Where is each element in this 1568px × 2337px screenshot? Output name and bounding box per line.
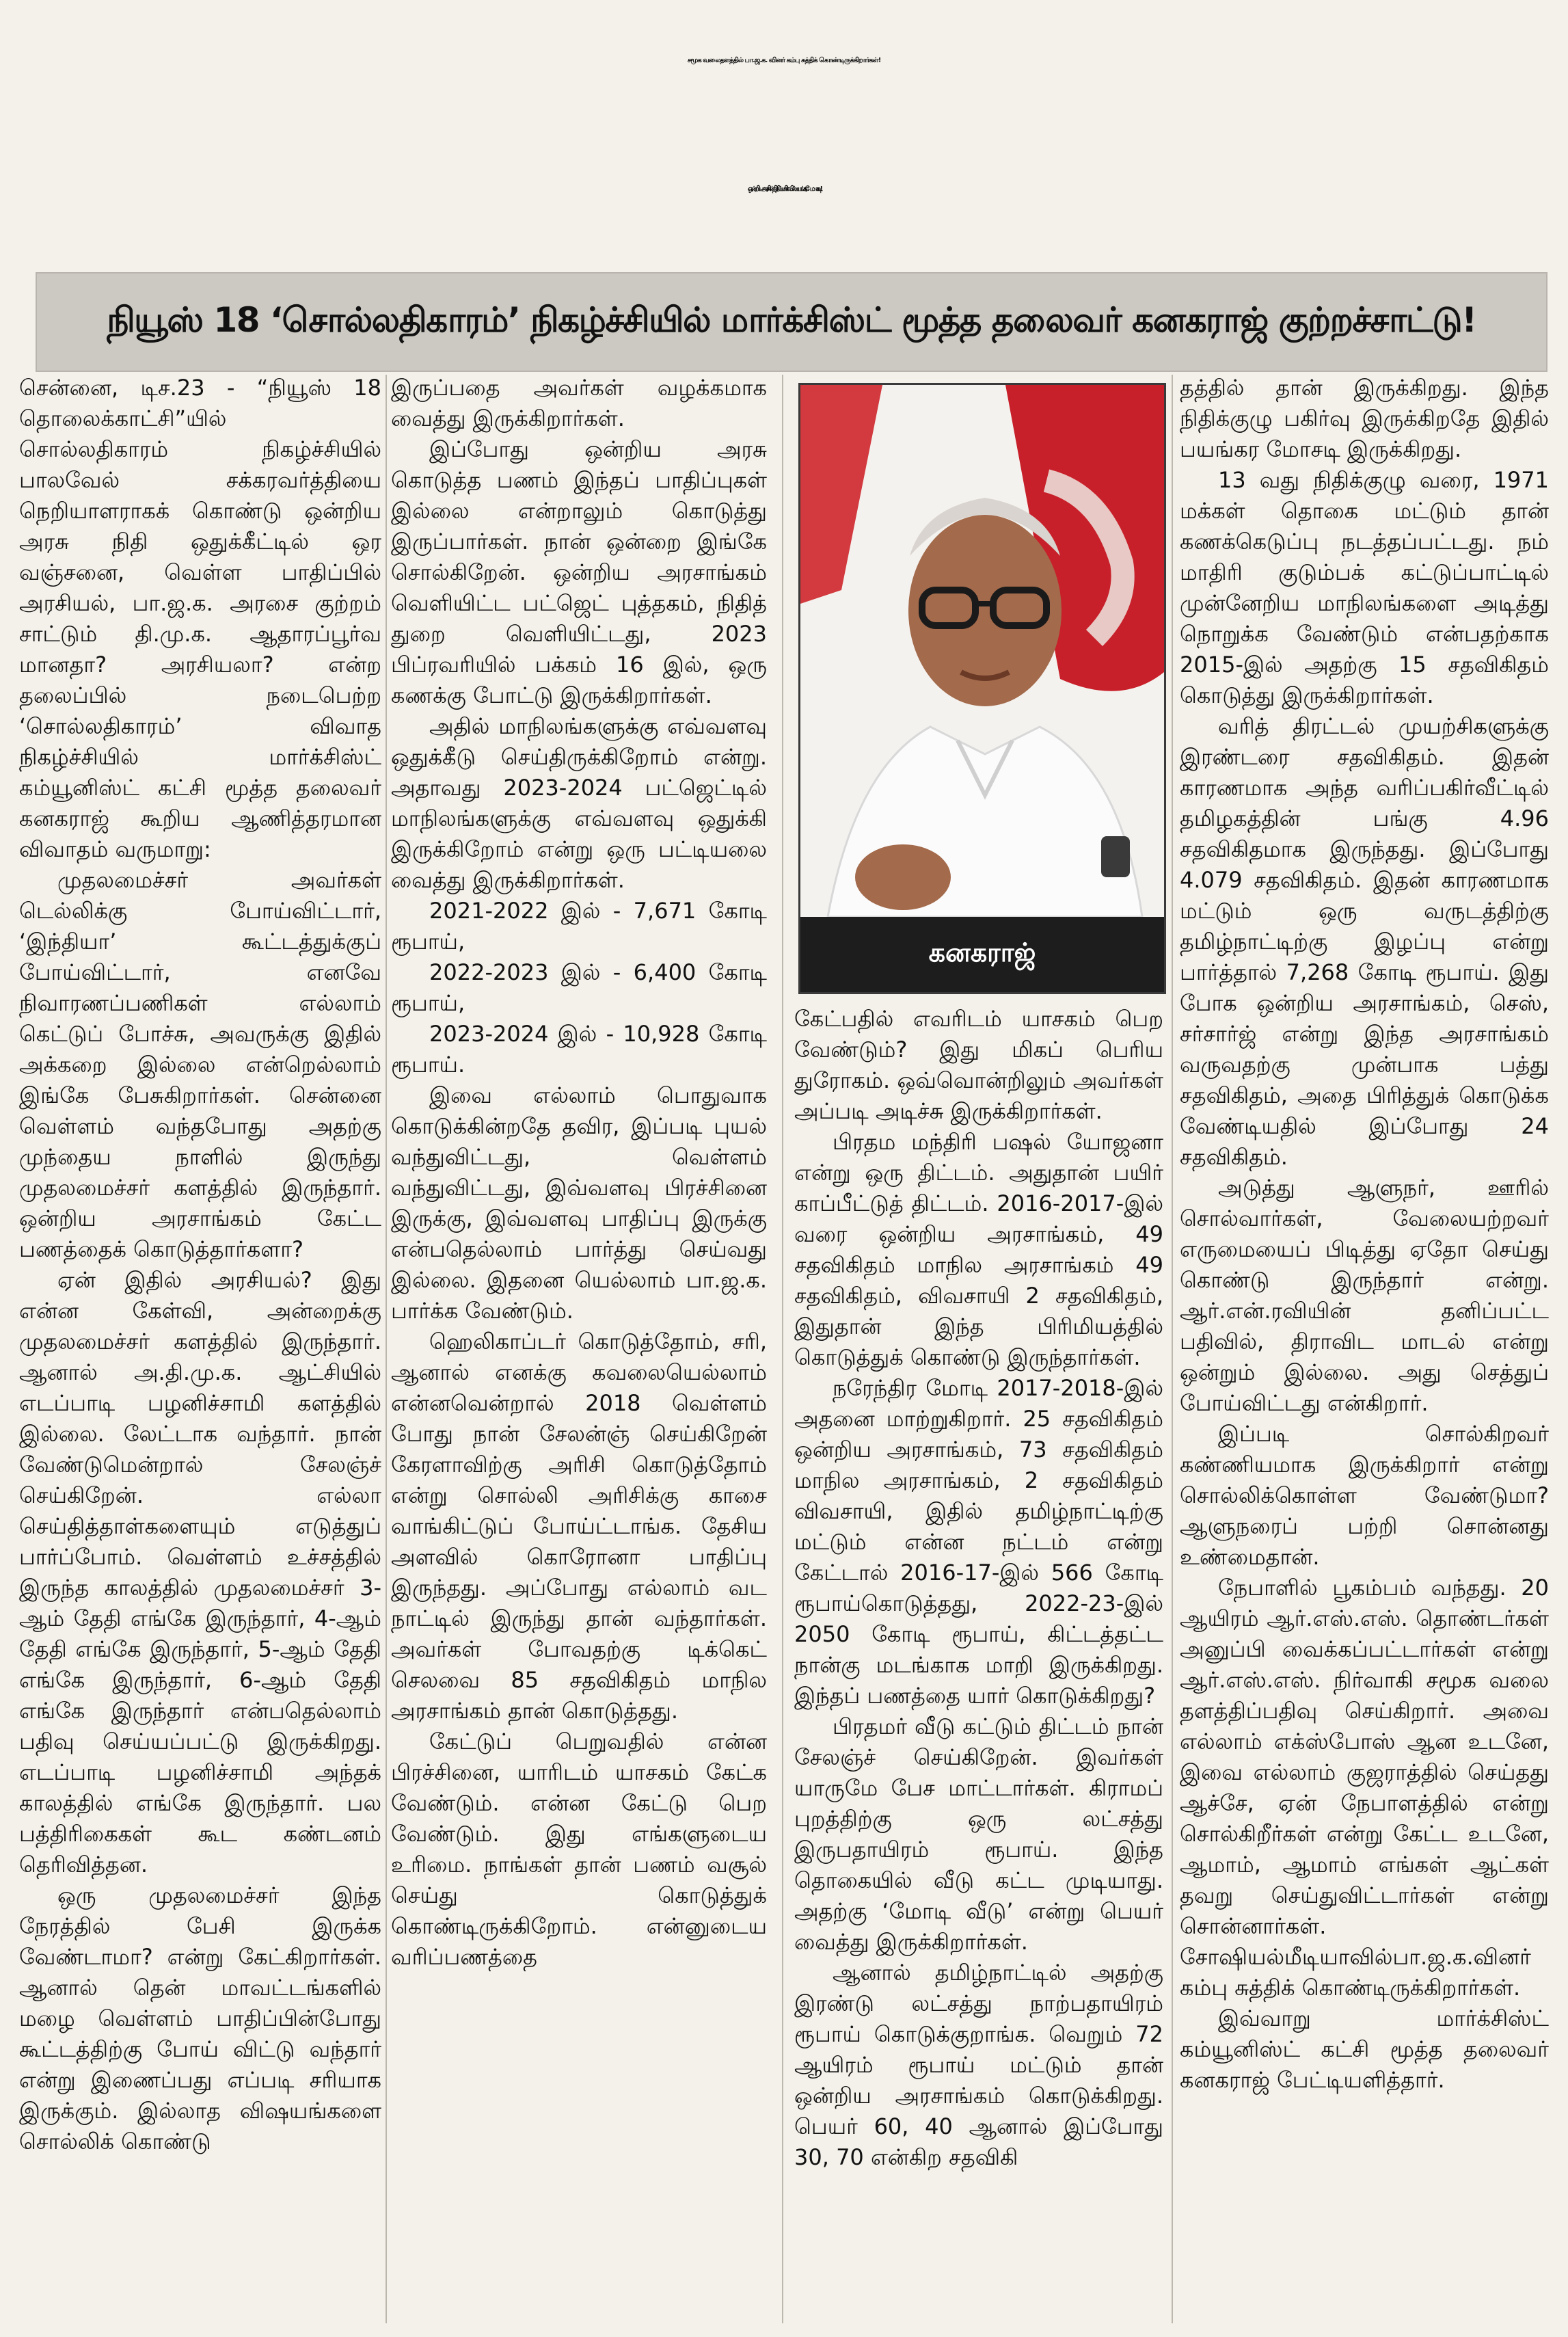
paragraph: இப்போது ஒன்றிய அரசு கொடுத்த பணம் இந்தப் பாதிப்புகள் இல்லை என்றாலும் கொடுத்து இருப்பார்கள். நான் ஒன்றை இங்கே சொல்கிறேன். ஒன்றிய அரசாங்கம் வெளியிட்ட பட்ஜெட் புத்தகம், நிதித் துறை வெளியிட்டது, 2023 பிப்ரவரியில் பக்கம் 16 இல், ஒரு கணக்கு போட்டு இருக்கிறார்கள். xyxy=(391,436,767,708)
paragraph: ஏன் இதில் அரசியல்? இது என்ன கேள்வி, அன்றைக்கு முதலமைச்சர் களத்தில் இருந்தார். ஆனால் அ.தி.மு.க. ஆட்சியில் எடப்பாடி பழனிச்சாமி களத்தில் இல்லை. லேட்டாக வந்தார். நான் வேண்டுமென்றால் சேலஞ்ச் செய்கிறேன். எல்லா செய்தித்தாள்களையும் எடுத்துப் பார்ப்போம். வெள்ளம் உச்சத்தில் இருந்த காலத்தில் முதலமைச்சர் 3-ஆம் தேதி எங்கே இருந்தார், 4-ஆம் தேதி எங்கே இருந்தார், 5-ஆம் தேதி எங்கே இருந்தார், 6-ஆம் தேதி எங்கே இருந்தார் என்பதெல்லாம் பதிவு செய்யப்பட்டு இருக்கிறது. எடப்பாடி பழனிச்சாமி அந்தக் காலத்தில் எங்கே இருந்தார். பல பத்திரிகைகள் கூட கண்டனம் தெரிவித்தன. xyxy=(19,1267,381,1878)
article-column-2 xyxy=(391,373,767,2328)
paragraph: 2023-2024 இல் - 10,928 கோடி ரூபாய். xyxy=(391,1021,767,1078)
paragraph: 2022-2023 இல் - 6,400 கோடி ரூபாய், xyxy=(391,959,767,1016)
portrait-illustration xyxy=(800,385,1164,992)
paragraph: சென்னை, டிச.23 - “நியூஸ் 18 தொலைக்காட்சி”யில் சொல்லதிகாரம் நிகழ்ச்சியில் பாலவேல் சக்கரவர்த்தியை நெறியாளராகக் கொண்டு ஒன்றிய அரசு நிதி ஒதுக்கீட்டில் ஒர வஞ்சனை, வெள்ள பாதிப்பில் அரசியல், பா.ஜ.க. அரசை குற்றம் சாட்டும் தி.மு.க. ஆதாரப்பூர்வ மானதா? அரசியலா? என்ற தலைப்பில் நடைபெற்ற ‘சொல்லதிகாரம்’ விவாத நிகழ்ச்சியில் மார்க்சிஸ்ட் கம்யூனிஸ்ட் கட்சி மூத்த தலைவர் கனகராஜ் கூறிய ஆணித்தரமான விவாதம் வருமாறு: xyxy=(19,375,381,862)
main-headline: ஒன்றிய அரசின் நிதிப்பகிர்வில் பயங்கர மோசடி! xyxy=(747,185,821,193)
column-rule xyxy=(782,375,783,2323)
paragraph: இருப்பதை அவர்கள் வழக்கமாக வைத்து இருக்கிறார்கள். xyxy=(391,375,767,431)
paragraph: முதலமைச்சர் அவர்கள் டெல்லிக்கு போய்விட்டார், ‘இந்தியா’ கூட்டத்துக்குப் போய்விட்டார், எனவே நிவாரணப்பணிகள் எல்லாம் கெட்டுப் போச்சு, அவருக்கு இதில் அக்கறை இல்லை என்றெல்லாம் இங்கே பேசுகிறார்கள். சென்னை வெள்ளம் வந்தபோது அதற்கு முந்தைய நாளில் இருந்து முதலமைச்சர் களத்தில் இருந்தார். ஒன்றிய அரசாங்கம் கேட்ட பணத்தைக் கொடுத்தார்களா? xyxy=(19,867,381,1262)
paragraph: கேட்பதில் எவரிடம் யாசகம் பெற வேண்டும்? இது மிகப் பெரிய துரோகம். ஒவ்வொன்றிலும் அவர்கள் அப்படி அடிச்சு இருக்கிறார்கள். xyxy=(794,1006,1163,1124)
column-rule xyxy=(386,375,387,2323)
paragraph: கேட்டுப் பெறுவதில் என்ன பிரச்சினை, யாரிடம் யாசகம் கேட்க வேண்டும். என்ன கேட்டு பெற வேண்டும். இது எங்களுடைய உரிமை. நாங்கள் தான் பணம் வசூல் செய்து கொடுத்துக் கொண்டிருக்கிறோம். என்னுடைய வரிப்பணத்தை xyxy=(391,1728,767,1970)
paragraph: அதில் மாநிலங்களுக்கு எவ்வளவு ஒதுக்கீடு செய்திருக்கிறோம் என்று. அதாவது 2023-2024 பட்ஜெட்டில் மாநிலங்களுக்கு எவ்வளவு ஒதுக்கி இருக்கிறோம் என்று ஒரு பட்டியலை வைத்து இருக்கிறார்கள். xyxy=(391,713,767,893)
kicker-headline: சமூக வலைதளத்தில் பா.ஜ.க. வினர் கம்பு சுத்திக் கொண்டிருக்கிறார்கள்! xyxy=(687,57,881,64)
paragraph: நரேந்திர மோடி 2017-2018-இல் அதனை மாற்றுகிறார். 25 சதவிகிதம் ஒன்றிய அரசாங்கம், 73 சதவிகிதம் மாநில அரசாங்கம், 2 சதவிகிதம் விவசாயி, இதில் தமிழ்நாட்டிற்கு மட்டும் என்ன நட்டம் என்று கேட்டால் 2016-17-இல் 566 கோடி ரூபாய்கொடுத்தது, 2022-23-இல் 2050 கோடி ரூபாய், கிட்டத்தட்ட நான்கு மடங்காக மாறி இருக்கிறது. இந்தப் பணத்தை யார் கொடுக்கிறது? xyxy=(794,1375,1163,1709)
paragraph: ஹெலிகாப்டர் கொடுத்தோம், சரி, ஆனால் எனக்கு கவலையெல்லாம் என்னவென்றால் 2018 வெள்ளம் போது நான் சேலன்ஞ் செய்கிறேன் கேரளாவிற்கு அரிசி கொடுத்தோம் என்று சொல்லி அரிசிக்கு காசை வாங்கிட்டுப் போய்ட்டாங்க. தேசிய அளவில் கொரோனா பாதிப்பு இருந்தது. அப்போது எல்லாம் வட நாட்டில் இருந்து தான் வந்தார்கள். அவர்கள் போவதற்கு டிக்கெட் செலவை 85 சதவிகிதம் மாநில அரசாங்கம் தான் கொடுத்தது. xyxy=(391,1328,767,1724)
deck-text: நியூஸ் 18 ‘சொல்லதிகாரம்’ நிகழ்ச்சியில் மார்க்சிஸ்ட் மூத்த தலைவர் கனகராஜ் குற்றச்சாட்டு! xyxy=(107,299,1476,340)
article-column-4 xyxy=(1180,373,1549,2328)
paragraph: தத்தில் தான் இருக்கிறது. இந்த நிதிக்குழு பகிர்வு இருக்கிறதே இதில் பயங்கர மோசடி இருக்கிறது. xyxy=(1180,375,1549,462)
paragraph: பிரதமர் வீடு கட்டும் திட்டம் நான் சேலஞ்ச் செய்கிறேன். இவர்கள் யாருமே பேச மாட்டார்கள். கிராமப் புறத்திற்கு ஒரு லட்சத்து இருபதாயிரம் ரூபாய். இந்த தொகையில் வீடு கட்ட முடியாது. அதற்கு ‘மோடி வீடு’ என்று பெயர் வைத்து இருக்கிறார்கள். xyxy=(794,1713,1163,1955)
portrait-photo xyxy=(798,383,1166,994)
paragraph: ஒரு முதலமைச்சர் இந்த நேரத்தில் பேசி இருக்க வேண்டாமா? என்று கேட்கிறார்கள். ஆனால் தென் மாவட்டங்களில் மழை வெள்ளம் பாதிப்பின்போது கூட்டத்திற்கு போய் விட்டு வந்தார் என்று இணைப்பது எப்படி சரியாக இருக்கும். இல்லாத விஷயங்களை சொல்லிக் கொண்டு xyxy=(19,1882,381,2154)
paragraph: இப்படி சொல்கிறவர் கண்ணியமாக இருக்கிறார் என்று சொல்லிக்கொள்ள வேண்டுமா? ஆளுநரைப் பற்றி சொன்னது உண்மைதான். xyxy=(1180,1421,1549,1570)
paragraph: இவை எல்லாம் பொதுவாக கொடுக்கின்றதே தவிர, இப்படி புயல் வந்துவிட்டது, வெள்ளம் வந்துவிட்டது, இவ்வளவு பிரச்சினை இருக்கு, இவ்வளவு பாதிப்பு இருக்கு என்பதெல்லாம் பார்த்து செய்வது இல்லை. இதனை யெல்லாம் பா.ஜ.க. பார்க்க வேண்டும். xyxy=(391,1082,767,1324)
paragraph: 13 வது நிதிக்குழு வரை, 1971 மக்கள் தொகை மட்டும் தான் கணக்கெடுப்பு நடத்தப்பட்டது. நம் மாதிரி குடும்பக் கட்டுப்பாட்டில் முன்னேறிய மாநிலங்களை அடித்து நொறுக்க வேண்டும் என்பதற்காக 2015-இல் அதற்கு 15 சதவிகிதம் கொடுத்து இருக்கிறார்கள். xyxy=(1180,467,1549,708)
deck-banner xyxy=(36,272,1547,372)
article-column-1 xyxy=(19,373,381,2328)
paragraph: ஆனால் தமிழ்நாட்டில் அதற்கு இரண்டு லட்சத்து நாற்பதாயிரம் ரூபாய் கொடுக்குறாங்க. வெறும் 72 ஆயிரம் ரூபாய் மட்டும் தான் ஒன்றிய அரசாங்கம் கொடுக்கிறது. பெயர் 60, 40 ஆனால் இப்போது 30, 70 என்கிற சதவிகி xyxy=(794,1960,1163,2170)
article-column-3 xyxy=(794,1004,1163,2330)
paragraph: 2021-2022 இல் - 7,671 கோடி ரூபாய், xyxy=(391,898,767,954)
paragraph: இவ்வாறு மார்க்சிஸ்ட் கம்யூனிஸ்ட் கட்சி மூத்த தலைவர் கனகராஜ் பேட்டியளித்தார். xyxy=(1180,2005,1549,2093)
column-rule xyxy=(1172,375,1173,2323)
photo-caption: கனகராஜ் xyxy=(800,917,1164,992)
paragraph: பிரதம மந்திரி பஷல் யோஜனா என்று ஒரு திட்டம். அதுதான் பயிர் காப்பீட்டுத் திட்டம். 2016-2017-இல் வரை ஒன்றிய அரசாங்கம், 49 சதவிகிதம் மாநில அரசாங்கம் 49 சதவிகிதம், விவசாயி 2 சதவிகிதம், இதுதான் இந்த பிரிமியத்தில் கொடுத்துக் கொண்டு இருந்தார்கள். xyxy=(794,1129,1163,1370)
paragraph: அடுத்து ஆளுநர், ஊரில் சொல்வார்கள், வேலையற்றவர் எருமையைப் பிடித்து ஏதோ செய்து கொண்டு இருந்தார் என்று. ஆர்.என்.ரவியின் தனிப்பட்ட பதிவில், திராவிட மாடல் என்று ஒன்றும் இல்லை. அது செத்துப் போய்விட்டது என்கிறார். xyxy=(1180,1175,1549,1416)
paragraph: நேபாளில் பூகம்பம் வந்தது. 20 ஆயிரம் ஆர்.எஸ்.எஸ். தொண்டர்கள் அனுப்பி வைக்கப்பட்டார்கள் என்று ஆர்.எஸ்.எஸ். நிர்வாகி சமூக வலை தளத்திப்பதிவு செய்கிறார். அவை எல்லாம் எக்ஸ்போஸ் ஆன உடனே, இவை எல்லாம் குஜராத்தில் செய்தது ஆச்சே, ஏன் நேபாளத்தில் என்று சொல்கிறீர்கள் என்று கேட்ட உடனே, ஆமாம், ஆமாம் எங்கள் ஆட்கள் தவறு செய்துவிட்டார்கள் என்று சொன்னார்கள். சோஷியல்மீடியாவில்பா.ஜ.க.வினர் கம்பு சுத்திக் கொண்டிருக்கிறார்கள். xyxy=(1180,1575,1549,2001)
paragraph: வரித் திரட்டல் முயற்சிகளுக்கு இரண்டரை சதவிகிதம். இதன் காரணமாக அந்த வரிப்பகிர்வீட்டில் தமிழகத்தின் பங்கு 4.96 சதவிகிதமாக இருந்தது. இப்போது 4.079 சதவிகிதம். இதன் காரணமாக மட்டும் ஒரு வருடத்திற்கு தமிழ்நாட்டிற்கு இழப்பு என்று பார்த்தால் 7,268 கோடி ரூபாய். இது போக ஒன்றிய அரசாங்கம், செஸ், சர்சார்ஜ் என்று இந்த அரசாங்கம் வருவதற்கு முன்பாக பத்து சதவிகிதம், அதை பிரித்துக் கொடுக்க வேண்டியதில் இப்போது 24 சதவிகிதம். xyxy=(1180,713,1549,1170)
